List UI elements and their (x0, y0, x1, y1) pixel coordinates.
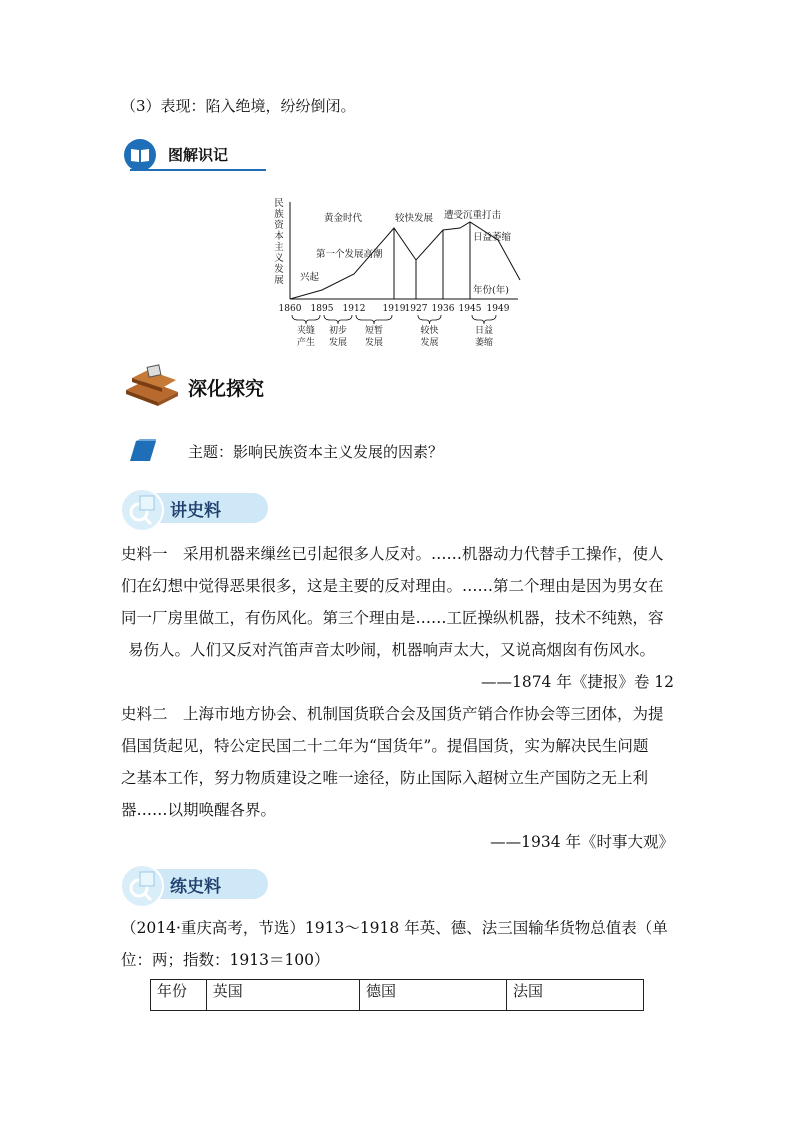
table-header-cell: 德国 (359, 980, 506, 1011)
period-label: 初步 (328, 326, 348, 336)
material-one-line: 们在幻想中觉得恶果很多，这是主要的反对理由。……第二个理由是因为男女在 (121, 577, 664, 595)
intro-line: （3）表现：陷入绝境，纷纷倒闭。 (121, 97, 356, 115)
period-brace (292, 315, 320, 324)
tick-label: 1927 (404, 304, 428, 314)
material-two-line: 史料二 上海市地方协会、机制国货联合会及国货产销合作协会等三团体，为提 (121, 705, 664, 723)
tick-label: 1919 (382, 304, 406, 314)
period-brace (324, 315, 352, 324)
table-header-cell: 英国 (206, 980, 359, 1011)
table-header-cell: 法国 (507, 980, 644, 1011)
tick-label: 1860 (278, 304, 302, 314)
material-one-line: 史料一 采用机器来缫丝已引起很多人反对。……机器动力代替手工操作，使人 (121, 545, 664, 563)
ylabel-char: 义 (274, 253, 284, 264)
material-two-source: ——1934 年《时事大观》 (490, 833, 674, 851)
practice-section-header (120, 864, 268, 904)
annotation-golden-age: 黄金时代 (324, 213, 363, 224)
book-stack-icon (122, 362, 182, 406)
diagram-section-header (124, 139, 266, 173)
period-brace (418, 315, 441, 324)
material-two-line: 之基本工作，努力物质建设之唯一途径，防止国际入超树立生产国防之无上利 (121, 769, 649, 787)
period-label: 发展 (328, 338, 348, 348)
diagram-xlabel: 年份(年) (473, 285, 509, 296)
ylabel-char: 资 (274, 220, 284, 231)
period-label: 日益 (474, 326, 494, 336)
diagram-section-title: 图解识记 (168, 146, 229, 164)
period-label: 较快 (420, 326, 439, 336)
flag-icon (128, 437, 158, 463)
period-brace (472, 315, 496, 324)
topic-text: 主题：影响民族资本主义发展的因素？ (188, 443, 444, 461)
annotation-first-peak: 第一个发展高潮 (316, 249, 383, 260)
annotation-rise: 兴起 (300, 272, 320, 283)
tick-label: 1895 (310, 304, 334, 314)
diagram-ylabel (274, 198, 284, 286)
tick-label: 1949 (486, 304, 510, 314)
goods-value-table (150, 979, 644, 1011)
question-line: （2014·重庆高考，节选）1913～1918 年英、德、法三国输华货物总值表（单 (121, 919, 668, 937)
table-header-cell: 年份 (151, 980, 207, 1011)
ylabel-char: 主 (274, 242, 284, 253)
ylabel-char: 发 (274, 264, 284, 275)
ylabel-char: 本 (274, 231, 284, 242)
material-one-line: 易伤人。人们又反对汽笛声音太吵闹，机器响声太大，又说高烟囱有伤风水。 (128, 641, 656, 659)
tick-label: 1945 (458, 304, 482, 314)
magnifier-icon (120, 488, 164, 532)
lecture-section-title: 讲史料 (170, 501, 221, 521)
annotation-heavy-blow: 遭受沉重打击 (444, 210, 502, 221)
annotation-fast-development: 较快发展 (395, 213, 434, 224)
table-header-row (151, 980, 644, 1011)
period-label: 萎缩 (474, 338, 494, 348)
magnifier-icon (120, 864, 164, 908)
tick-label: 1912 (342, 304, 366, 314)
book-open-icon (124, 139, 156, 171)
period-label: 产生 (296, 338, 316, 348)
period-label: 夹缝 (296, 326, 316, 336)
ylabel-char: 展 (274, 275, 284, 286)
material-one-line: 同一厂房里做工，有伤风化。第三个理由是……工匠操纵机器，技术不纯熟，容 (121, 609, 664, 627)
lecture-section-header (120, 488, 268, 528)
ylabel-char: 族 (274, 209, 284, 220)
explore-section-title: 深化探究 (188, 378, 265, 400)
material-two-line: 倡国货起见，特公定民国二十二年为“国货年”。提倡国货，实为解决民生问题 (121, 737, 649, 755)
question-line: 位：两；指数：1913＝100） (121, 951, 330, 969)
period-label: 发展 (420, 338, 439, 348)
annotation-shrinking: 日益萎缩 (473, 232, 512, 243)
diagram-canvas (270, 190, 530, 350)
practice-section-title: 练史料 (170, 877, 221, 897)
period-label: 发展 (364, 338, 384, 348)
tick-label: 1936 (431, 304, 455, 314)
period-brace (356, 315, 392, 324)
ylabel-char: 民 (274, 198, 284, 209)
material-two-line: 器……以期唤醒各界。 (121, 801, 277, 819)
material-one-source: ——1874 年《捷报》卷 12 (480, 673, 674, 691)
period-label: 短暂 (364, 326, 384, 336)
